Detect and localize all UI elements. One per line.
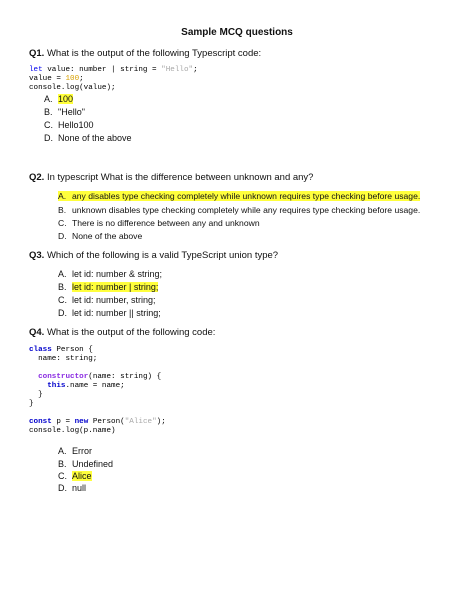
code-line: }	[29, 400, 34, 408]
code-line: this.name = name;	[47, 382, 125, 390]
question-text: What is the output of the following Typescript code:	[46, 48, 262, 59]
option-q3-c: C. let id: number, string;	[58, 295, 156, 305]
option-q1-a: A. 100	[44, 94, 74, 104]
question-text: Which of the following is a valid TypeScript union type?	[46, 250, 279, 261]
question-1	[29, 48, 261, 59]
question-number: Q4.	[29, 327, 45, 338]
code-block-2	[29, 346, 166, 436]
code-line: class Person {	[29, 346, 93, 354]
option-q3-d: D. let id: number || string;	[58, 308, 161, 318]
option-q2-c: C. There is no difference between any and unknown	[58, 218, 260, 228]
code-line	[29, 409, 166, 418]
question-3	[29, 250, 278, 261]
question-2	[29, 172, 313, 183]
question-number: Q2.	[29, 172, 45, 183]
code-line	[29, 364, 166, 373]
answer-highlight: A. any disables type checking completely while unknown requires type checking before usage.	[58, 191, 421, 201]
option-q3-a: A. let id: number & string;	[58, 269, 163, 279]
question-4	[29, 327, 215, 338]
option-q3-b: B. let id: number | string;	[58, 282, 159, 292]
code-line: }	[29, 391, 43, 399]
question-text: What is the output of the following code:	[46, 327, 216, 338]
question-number: Q3.	[29, 250, 45, 261]
answer-highlight: let id: number | string;	[72, 282, 159, 292]
option-q4-c: C. Alice	[58, 471, 92, 481]
answer-highlight: Alice	[72, 471, 92, 481]
question-number: Q1.	[29, 48, 45, 59]
option-q1-c: C. Hello100	[44, 120, 94, 130]
code-line: value = 100;	[29, 75, 84, 83]
option-q2-a	[58, 191, 420, 201]
page-title: Sample MCQ questions	[181, 27, 293, 38]
code-line: constructor(name: string) {	[38, 373, 162, 381]
option-q1-b: B. "Hello"	[44, 107, 85, 117]
code-block-1	[29, 66, 198, 93]
code-line: console.log(value);	[29, 84, 116, 92]
code-line: let value: number | string = "Hello";	[29, 66, 198, 74]
option-q2-d: D. None of the above	[58, 231, 143, 241]
option-q4-d: D. null	[58, 483, 87, 493]
answer-highlight: 100	[58, 94, 74, 104]
option-q1-d: D. None of the above	[44, 133, 132, 143]
code-line: const p = new Person("Alice");	[29, 418, 166, 426]
option-q2-b: B. unknown disables type checking completely while any requires type checking before usage.	[58, 205, 421, 215]
code-line: name: string;	[29, 355, 98, 363]
code-line: console.log(p.name)	[29, 427, 116, 435]
option-q4-b: B. Undefined	[58, 459, 114, 469]
option-q4-a: A. Error	[58, 446, 92, 456]
question-text: In typescript What is the difference between unknown and any?	[46, 172, 314, 183]
